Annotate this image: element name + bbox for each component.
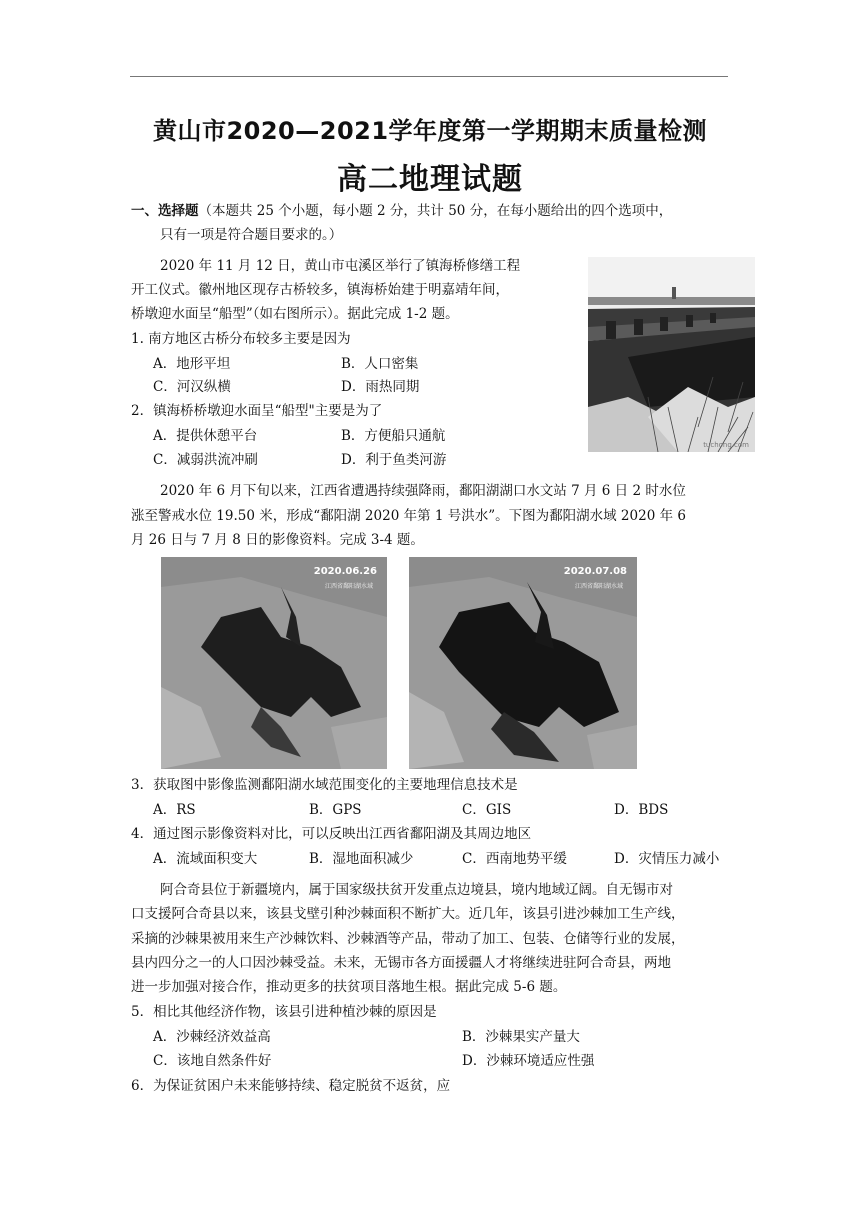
option: B．沙棘果实产量大 (462, 1029, 580, 1045)
option: D．利于鱼类河游 (341, 452, 447, 468)
option: B．方便船只通航 (341, 428, 446, 444)
passage2-line: 涨至警戒水位 19.50 米，形成“鄱阳湖 2020 年第 1 号洪水”。下图为鄱阳湖水域 2020 年 6 (131, 508, 686, 524)
option: A．提供休憩平台 (153, 428, 258, 444)
passage3-line: 采摘的沙棘果被用来生产沙棘饮料、沙棘酒等产品，带动了加工、包装、仓储等行业的发展， (131, 931, 685, 947)
option: C．GIS (462, 802, 512, 818)
image-date: 2020.07.08 (563, 566, 627, 577)
question-stem: 6．为保证贫困户未来能够持续、稳定脱贫不返贫，应 (131, 1078, 451, 1094)
option: C．河汉纵横 (153, 379, 231, 395)
question-stem: 5．相比其他经济作物，该县引进种植沙棘的原因是 (131, 1004, 437, 1020)
passage3-line: 口支援阿合奇县以来，该县戈壁引种沙棘面积不断扩大。近几年，该县引进沙棘加工生产线， (131, 906, 685, 922)
option: A．流域面积变大 (153, 851, 258, 867)
option: C．减弱洪流冲刷 (153, 452, 258, 468)
passage3-line: 阿合奇县位于新疆境内，属于国家级扶贫开发重点边境县，境内地域辽阔。自无锡市对 (160, 882, 673, 898)
passage1-line: 开工仪式。徽州地区现存古桥较多，镇海桥始建于明嘉靖年间， (131, 282, 509, 298)
question-stem: 2．镇海桥桥墩迎水面呈“船型"主要是为了 (131, 403, 383, 419)
passage2-line: 月 26 日与 7 月 8 日的影像资料。完成 3-4 题。 (131, 532, 424, 548)
option: B．湿地面积减少 (309, 851, 414, 867)
option: A．RS (153, 802, 196, 818)
option: A．地形平坦 (153, 356, 231, 372)
passage2-line: 2020 年 6 月下旬以来，江西省遭遇持续强降雨，鄱阳湖湖口水文站 7 月 6 日 2 时水位 (160, 483, 686, 499)
passage3-line: 进一步加强对接合作，推动更多的扶贫项目落地生根。据此完成 5-6 题。 (131, 979, 567, 995)
satellite-image-right (409, 557, 637, 769)
option: A．沙棘经济效益高 (153, 1029, 271, 1045)
option: D．灾情压力减小 (614, 851, 720, 867)
option: D．BDS (614, 802, 669, 818)
exam-subtitle: 高二地理试题 (337, 162, 523, 197)
option: C．该地自然条件好 (153, 1053, 272, 1069)
image-caption: 江西省鄱阳湖水域 (324, 583, 373, 590)
image-caption: 江西省鄱阳湖水域 (574, 583, 623, 590)
satellite-image-left (161, 557, 387, 769)
option: B．GPS (309, 802, 362, 818)
question-stem: 1. 南方地区古桥分布较多主要是因为 (131, 331, 351, 347)
exam-title: 黄山市2020—2021学年度第一学期期末质量检测 (152, 117, 708, 145)
passage3-line: 县内四分之一的人口因沙棘受益。未来，无锡市各方面援疆人才将继续进驻阿合奇县，两地 (131, 955, 671, 971)
option: D．雨热同期 (341, 379, 420, 395)
section-note: （本题共 25 个小题，每小题 2 分，共计 50 分，在每小题给出的四个选项中， (198, 203, 673, 219)
question-stem: 4．通过图示影像资料对比，可以反映出江西省鄱阳湖及其周边地区 (131, 826, 532, 842)
photo-watermark: tuchong.com (703, 441, 749, 449)
passage1-line: 桥墩迎水面呈“船型”（如右图所示）。据此完成 1-2 题。 (131, 306, 459, 322)
option: B．人口密集 (341, 356, 419, 372)
section-heading (131, 202, 672, 220)
section-note-line2: 只有一项是符合题目要求的。） (160, 227, 343, 243)
bridge-photo (588, 257, 755, 452)
header-rule (130, 76, 728, 77)
image-date: 2020.06.26 (313, 566, 377, 577)
passage1-line: 2020 年 11 月 12 日，黄山市屯溪区举行了镇海桥修缮工程 (160, 258, 521, 274)
option: D．沙棘环境适应性强 (462, 1053, 595, 1069)
section-label: 一、选择题 (131, 203, 199, 219)
option: C．西南地势平缓 (462, 851, 567, 867)
question-stem: 3．获取图中影像监测鄱阳湖水域范围变化的主要地理信息技术是 (131, 777, 518, 793)
